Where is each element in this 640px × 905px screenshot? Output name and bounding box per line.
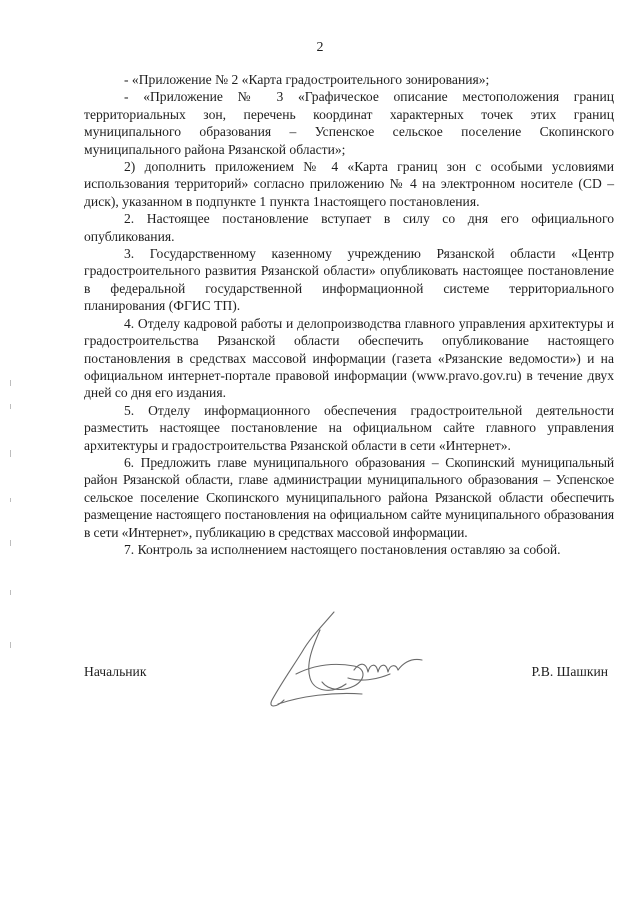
paragraph-item-4: 4. Отделу кадровой работы и делопроизводства главного управления архитектуры и градостроительства Рязанской области обеспечить опубликование настоящего постановления в средствах массовой информации (газета «Рязанские ведомости») и на официальном интернет-портале правовой информации (www.pravo.gov.ru) в течение двух дней со дня его издания. <box>84 315 614 401</box>
paragraph-appendix-4: 2) дополнить приложением № 4 «Карта границ зон с особыми условиями использования территорий» согласно приложению № 4 на электронном носителе (CD – диск), указанном в подпункте 1 пункта 1настоящего постановления. <box>84 159 614 209</box>
paragraph-appendix-3: - «Приложение № 3 «Графическое описание местоположения границ территориальных зон, перечень координат характерных точек этих границ муниципального образования – Успенское сельское поселение Скопинского муниципального района Рязанской области»; <box>84 89 614 157</box>
page-number: 2 <box>316 40 324 55</box>
paragraph-item-5: 5. Отделу информационного обеспечения градостроительной деятельности разместить настоящее постановление на официальном сайте главного управления архитектуры и градостроительства Рязанской области в сети «Интернет». <box>84 402 614 453</box>
document-body <box>84 71 614 558</box>
paragraph-item-7: 7. Контроль за исполнением настоящего постановления оставляю за собой. <box>124 541 561 557</box>
paragraph-appendix-2: - «Приложение № 2 «Карта градостроительного зонирования»; <box>124 72 490 87</box>
handwritten-signature <box>262 608 432 718</box>
paragraph-item-6: 6. Предложить главе муниципального образования – Скопинский муниципальный район Рязанской области, главе администрации муниципального образования – Успенское сельское поселение Скопинского муниципального района Рязанской области обеспечить размещение настоящего постановления на официальном сайте муниципального образования в сети «Интернет», публикацию в средствах массовой информации. <box>84 454 614 540</box>
scan-margin-dots <box>8 380 14 680</box>
signatory-name: Р.В. Шашкин <box>531 664 608 679</box>
signatory-title: Начальник <box>84 664 147 679</box>
paragraph-item-3: 3. Государственному казенному учреждению Рязанской области «Центр градостроительного развития Рязанской области» опубликовать настоящее постановление в федеральной государственной информационной системе территориального планирования (ФГИС ТП). <box>84 246 614 314</box>
paragraph-item-2: 2. Настоящее постановление вступает в силу со дня его официального опубликования. <box>84 211 614 244</box>
